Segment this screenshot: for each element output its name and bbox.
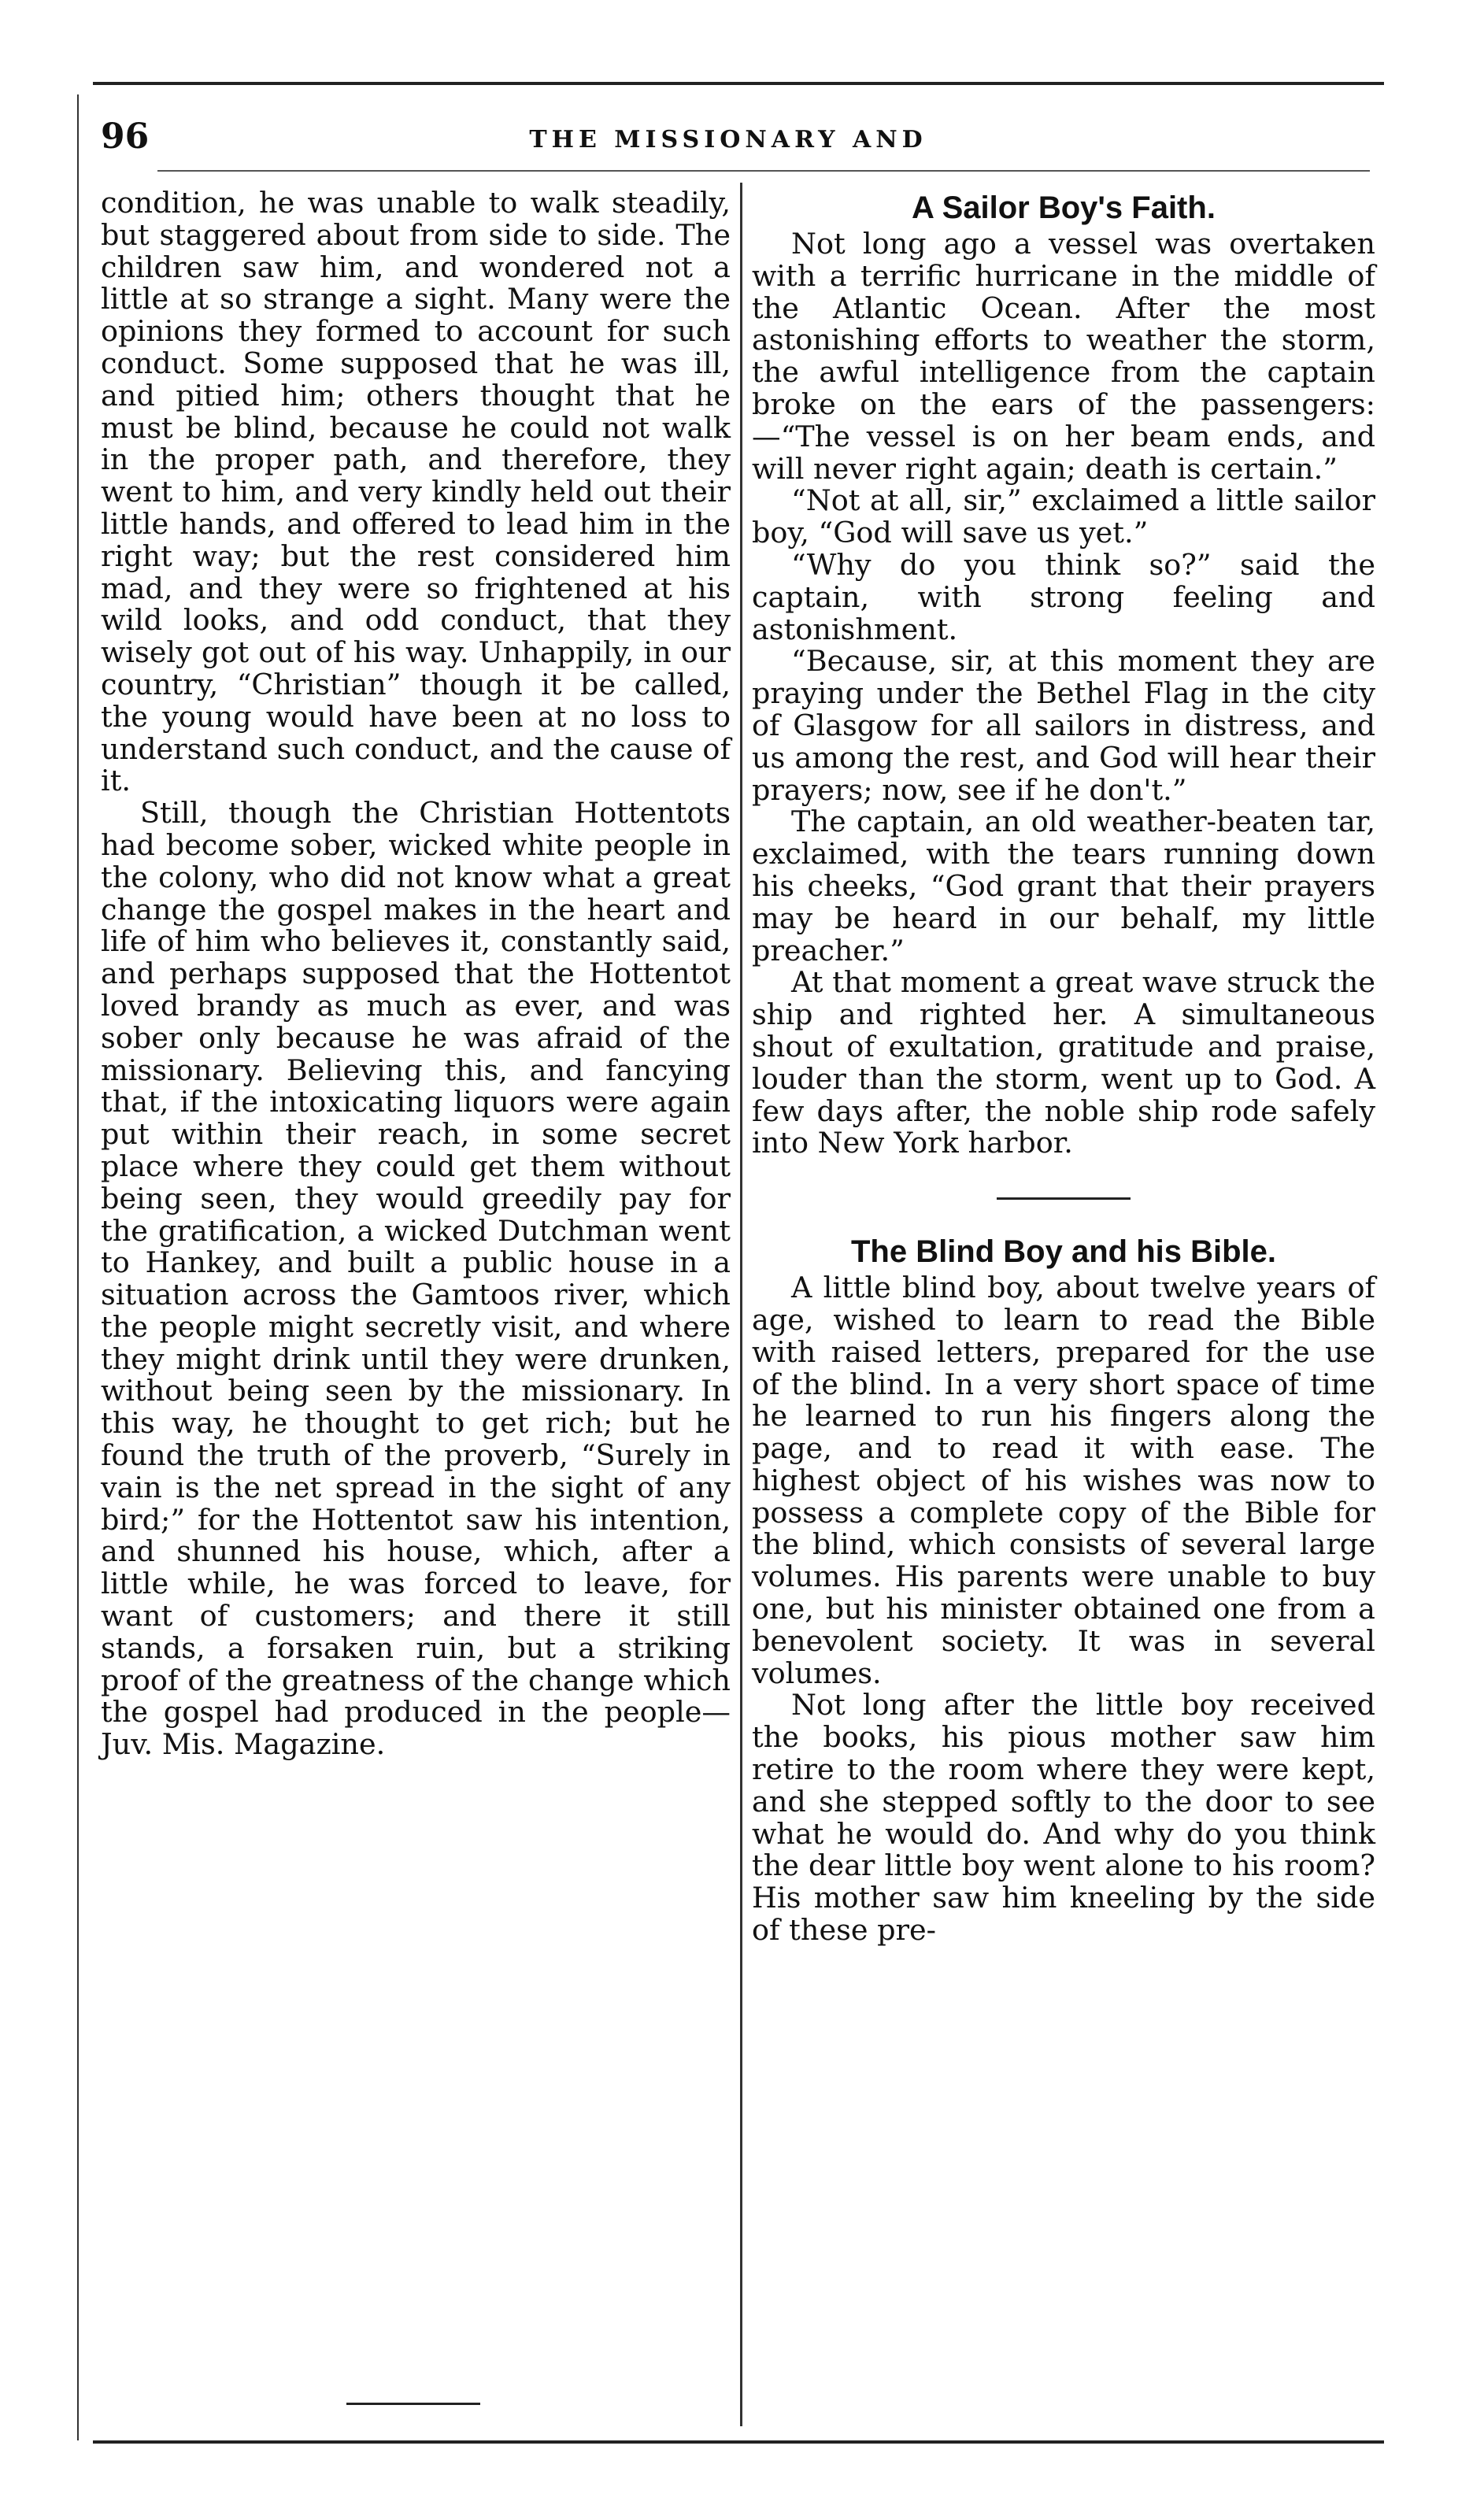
right-column — [752, 187, 1375, 1947]
blind-paragraph-1: A little blind boy, about twelve years of age, wished to learn to read the Bible with raised letters, prepared for the use of the blind. In a very short space of time he learned to run his fingers along the page, and to read it with ease. The highest object of his wishes was now to possess a complete copy of the Bible for the blind, which consists of several large volumes. His parents were unable to buy one, but his minister obtained one from a benevolent society. It was in several volumes. — [752, 1271, 1375, 1690]
sailor-paragraph-4: “Because, sir, at this moment they are praying under the Bethel Flag in the city of Glasgow for all sailors in distress, and us among the rest, and God will hear their prayers; now, see if he don't.” — [752, 644, 1375, 807]
left-paragraph-2: Still, though the Christian Hottentots had become sober, wicked white people in the colony, who did not know what a great change the gospel makes in the heart and life of him who believes it, constantly said, and perhaps supposed that the Hottentot loved brandy as much as ever, and was sober only because he was afraid of the missionary. Believing this, and fancying that, if the intoxicating liquors were again put within their reach, in some secret place where they could get them without being seen, they would greedily pay for the gratification, a wicked Dutchman went to Hankey, and built a public house in a situation across the Gamtoos river, which the people might secretly visit, and where they might drink until they were drunken, without being seen by the missionary. In this way, he thought to get rich; but he found the truth of the proverb, “Surely in vain is the net spread in the sight of any bird;” for the Hottentot saw his intention, and shunned his house, which, after a little while, he was forced to leave, for want of customers; and there it still stands, a forsaken ruin, but a striking proof of the greatness of the change which the gospel had produced in the people—Juv. Mis. Magazine. — [101, 796, 731, 1762]
sailor-paragraph-3: “Why do you think so?” said the captain, with strong feeling and astonishment. — [752, 547, 1375, 646]
sailor-paragraph-5: The captain, an old weather-beaten tar, exclaimed, with the tears running down his cheeks, “God grant that their prayers may be heard in our behalf, my little preacher.” — [752, 805, 1375, 968]
blind-paragraph-2: Not long after the little boy received the books, his pious mother saw him retire to the room where they were kept, and she stepped softly to the door to see what he would do. And why do you think the dear little boy went alone to his room? His mother saw him kneeling by the side of these pre- — [752, 1688, 1375, 1948]
top-rule — [93, 82, 1384, 85]
article-separator — [997, 1197, 1131, 1200]
header-rule — [157, 170, 1370, 172]
sailor-paragraph-2: “Not at all, sir,” exclaimed a little sailor boy, “God will save us yet.” — [752, 483, 1375, 550]
left-end-rule — [346, 2403, 480, 2405]
article-title-sailor-boy: A Sailor Boy's Faith. — [912, 191, 1216, 225]
left-paragraph-1: condition, he was unable to walk steadily, but staggered about from side to side. The children saw him, and wondered not a little at so strange a sight. Many were the opinions they formed to account for such conduct. Some supposed that he was ill, and pitied him; others thought that he must be blind, because he could not walk in the proper path, and therefore, they went to him, and very kindly held out their little hands, and offered to lead him in the right way; but the rest considered him mad, and they were so frightened at his wild looks, and odd conduct, that they wisely got out of his way. Unhappily, in our country, “Christian” though it be called, the young would have been at no loss to understand such conduct, and the cause of it. — [101, 186, 731, 798]
left-column — [101, 187, 731, 1761]
article-title-blind-boy: The Blind Boy and his Bible. — [850, 1234, 1277, 1270]
left-border — [77, 94, 79, 2440]
sailor-paragraph-6: At that moment a great wave struck the ship and righted her. A simultaneous shout of exultation, gratitude and praise, louder than the storm, went up to God. A few days after, the noble ship rode safely into New York harbor. — [752, 965, 1375, 1160]
bottom-rule — [93, 2440, 1384, 2444]
running-title: THE MISSIONARY AND — [529, 126, 927, 154]
column-divider — [740, 183, 742, 2426]
page-number: 96 — [101, 117, 150, 157]
sailor-paragraph-1: Not long ago a vessel was overtaken with a terrific hurricane in the middle of the Atlantic Ocean. After the most astonishing efforts to weather the storm, the awful intelligence from the captain broke on the ears of the passengers:—“The vessel is on her beam ends, and will never right again; death is certain.” — [752, 227, 1375, 486]
